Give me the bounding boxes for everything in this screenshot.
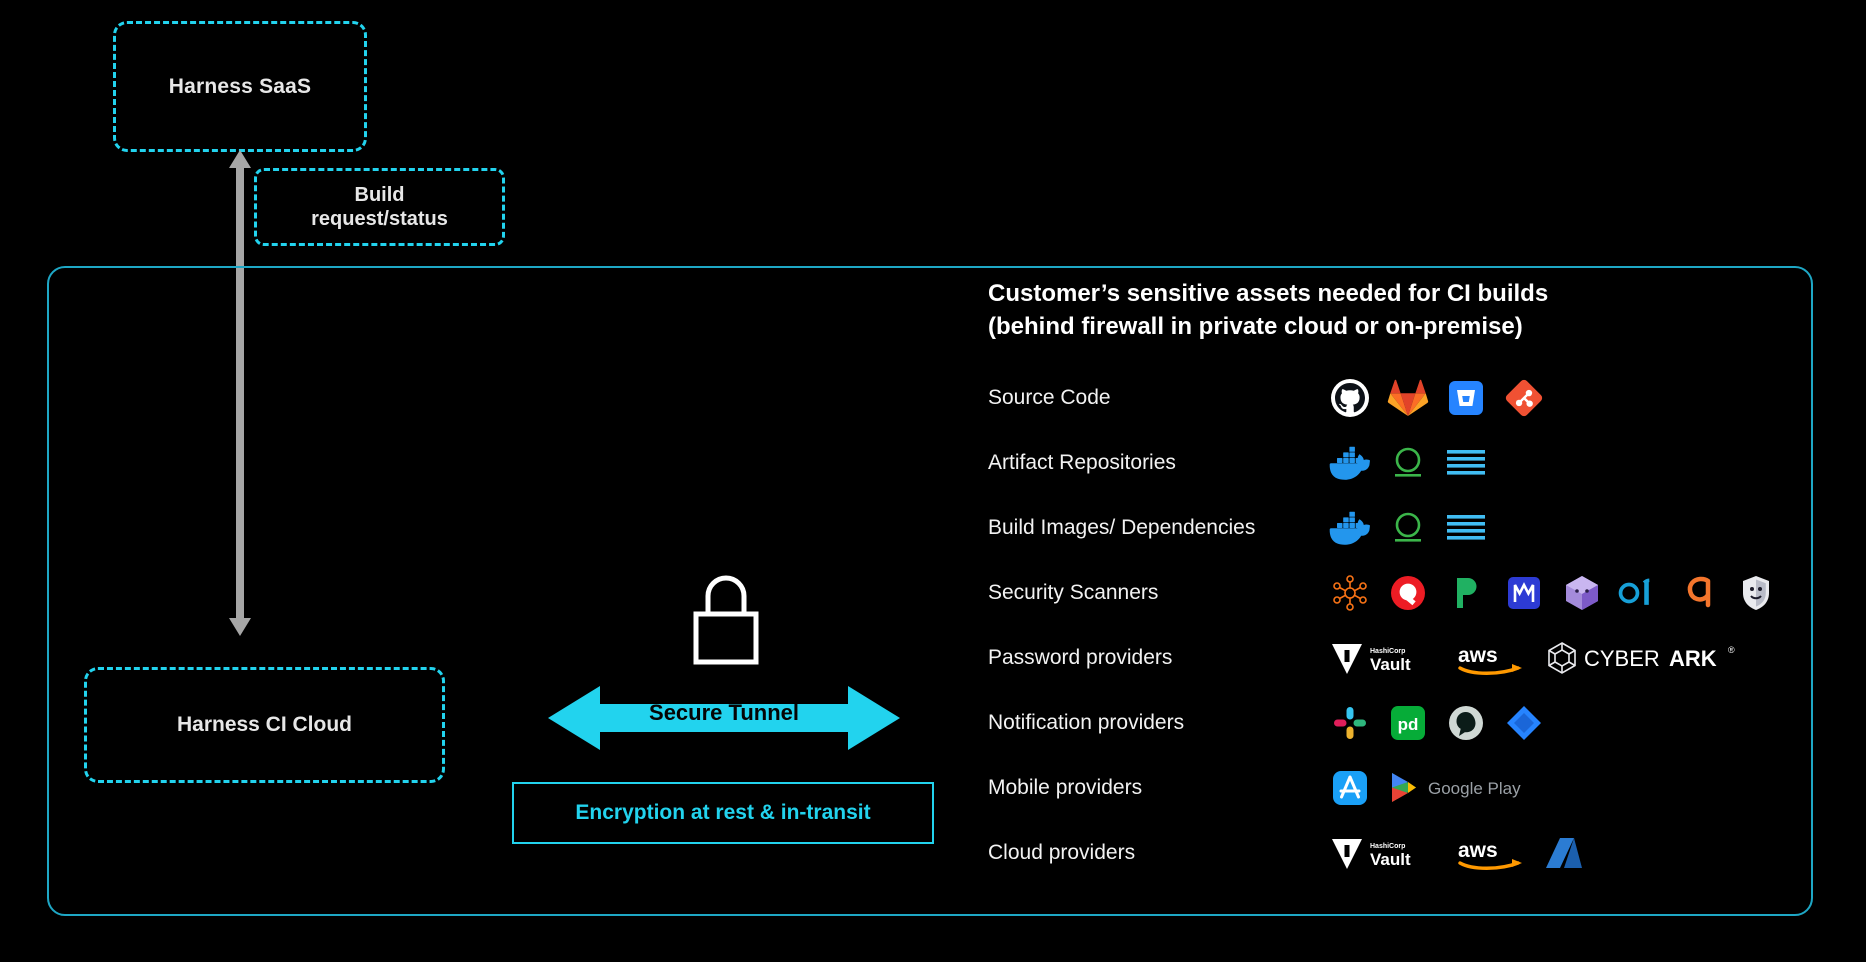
asset-label: Source Code <box>988 385 1111 409</box>
svg-text:aws: aws <box>1458 838 1498 862</box>
svg-text:pd: pd <box>1397 714 1419 734</box>
asset-row <box>988 755 1788 820</box>
gitlab-icon <box>1386 376 1430 420</box>
asset-row <box>988 495 1788 560</box>
harness-saas-label: Harness SaaS <box>168 74 312 98</box>
microsoft-teams-icon <box>1444 701 1488 745</box>
svg-text:HashiCorp: HashiCorp <box>1370 842 1406 850</box>
azure-icon <box>1542 831 1586 875</box>
sonarqube-icon <box>1618 571 1662 615</box>
blackduck-icon <box>1734 571 1778 615</box>
asset-row <box>988 625 1788 690</box>
google-play-icon <box>1386 766 1546 810</box>
build-label-line1: Build <box>354 183 405 206</box>
asset-label: Security Scanners <box>988 580 1159 604</box>
app-store-icon <box>1328 766 1372 810</box>
assets-title-line2: (behind firewall in private cloud or on-premise) <box>988 313 1523 341</box>
snyk-icon <box>1560 571 1604 615</box>
harness-saas-box <box>113 21 367 152</box>
asset-label: Mobile providers <box>988 775 1143 799</box>
asset-icon-group <box>1328 504 1488 552</box>
asset-icon-group <box>1328 569 1778 617</box>
github-icon <box>1328 376 1372 420</box>
asset-icon-group <box>1328 634 1752 682</box>
asset-icon-group <box>1328 374 1546 422</box>
sonatype-nexus-icon <box>1386 506 1430 550</box>
asset-row <box>988 365 1788 430</box>
aqua-security-icon <box>1328 571 1372 615</box>
mend-icon <box>1502 571 1546 615</box>
harness-ci-cloud-label: Harness CI Cloud <box>176 713 353 736</box>
svg-text:Vault: Vault <box>1370 849 1411 869</box>
secure-tunnel-label: Secure Tunnel <box>649 700 799 725</box>
secure-tunnel-arrow <box>548 682 900 754</box>
build-request-status-label <box>311 183 448 232</box>
svg-text:®: ® <box>1728 644 1735 655</box>
asset-label: Artifact Repositories <box>988 450 1176 474</box>
encryption-note-label: Encryption at rest & in-transit <box>575 801 871 824</box>
bitbucket-icon <box>1444 376 1488 420</box>
svg-text:HashiCorp: HashiCorp <box>1370 647 1406 655</box>
asset-icon-group <box>1328 764 1546 812</box>
svg-text:ARK: ARK <box>1669 645 1717 671</box>
asset-row <box>988 560 1788 625</box>
jfrog-artifactory-icon <box>1444 506 1488 550</box>
padlock-icon <box>688 570 764 666</box>
hashicorp-vault-icon <box>1328 636 1440 680</box>
aws-secrets-manager-icon <box>1454 636 1528 680</box>
asset-row <box>988 820 1788 885</box>
pagerduty-icon <box>1386 701 1430 745</box>
svg-text:CYBER: CYBER <box>1584 645 1660 671</box>
jira-icon <box>1502 701 1546 745</box>
asset-label: Notification providers <box>988 710 1185 734</box>
prisma-cloud-icon <box>1444 571 1488 615</box>
docker-icon <box>1328 441 1372 485</box>
asset-icon-group <box>1328 829 1586 877</box>
asset-row <box>988 690 1788 755</box>
jfrog-artifactory-icon <box>1444 441 1488 485</box>
asset-row <box>988 430 1788 495</box>
asset-label: Password providers <box>988 645 1173 669</box>
docker-icon <box>1328 506 1372 550</box>
asset-label: Build Images/ Dependencies <box>988 515 1256 539</box>
anchore-icon <box>1676 571 1720 615</box>
git-icon <box>1502 376 1546 420</box>
asset-label: Cloud providers <box>988 840 1136 864</box>
hashicorp-vault-icon <box>1328 831 1440 875</box>
svg-text:aws: aws <box>1458 643 1498 667</box>
aws-icon <box>1454 831 1528 875</box>
sonatype-nexus-icon <box>1386 441 1430 485</box>
qualys-icon <box>1386 571 1430 615</box>
asset-icon-group <box>1328 439 1488 487</box>
assets-title-line1: Customer’s sensitive assets needed for CI builds <box>988 280 1549 307</box>
customer-assets-section <box>988 277 1788 885</box>
build-label-line2: request/status <box>311 208 448 230</box>
cyberark-icon <box>1542 636 1752 680</box>
svg-text:Vault: Vault <box>1370 654 1411 674</box>
harness-ci-cloud-box <box>84 667 445 783</box>
asset-icon-group <box>1328 699 1546 747</box>
build-request-status-box <box>254 168 505 246</box>
slack-icon <box>1328 701 1372 745</box>
encryption-note-box <box>512 782 934 844</box>
customer-assets-title <box>988 277 1788 343</box>
svg-text:Google Play: Google Play <box>1428 778 1521 798</box>
